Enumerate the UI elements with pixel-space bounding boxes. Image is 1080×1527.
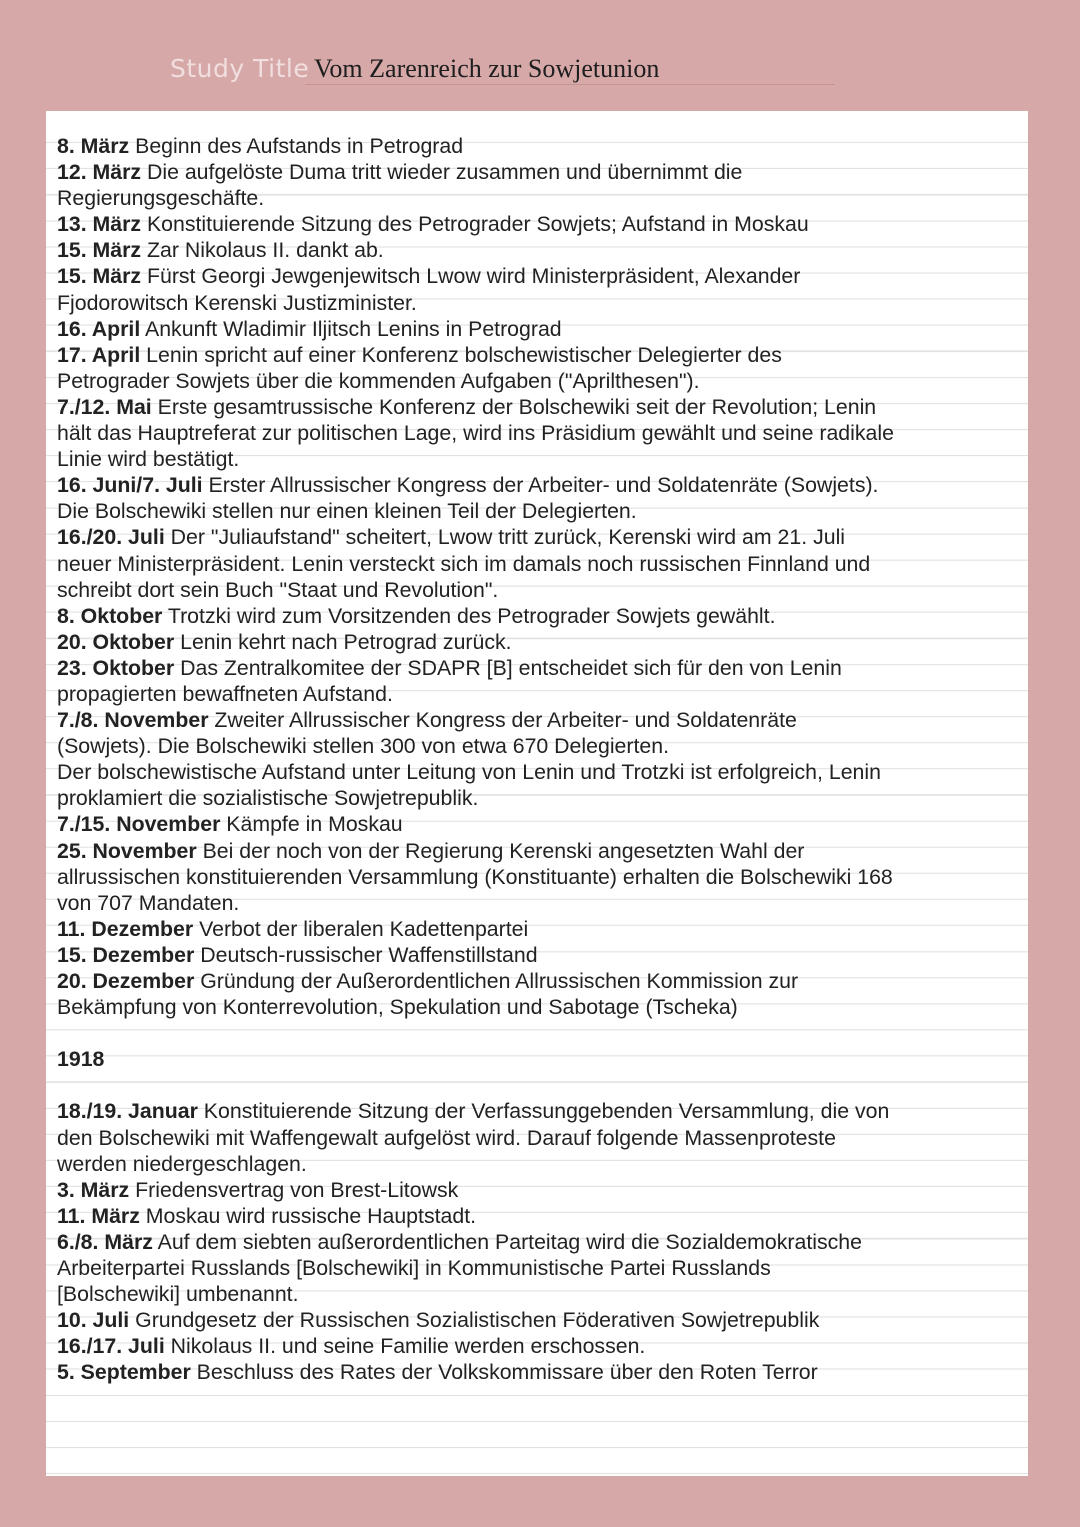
timeline-text: Arbeiterpartei Russlands [Bolschewiki] in Kommunistische Partei Russlands xyxy=(57,1256,771,1281)
timeline-line xyxy=(57,472,1017,498)
timeline-line xyxy=(57,342,1017,368)
study-title-value: Vom Zarenreich zur Sowjetunion xyxy=(314,54,660,83)
timeline-list xyxy=(57,133,1017,1386)
timeline-date: 16. Juni/7. Juli xyxy=(57,473,203,498)
timeline-date: 5. September xyxy=(57,1360,191,1385)
timeline-text: den Bolschewiki mit Waffengewalt aufgelöst wird. Darauf folgende Massenproteste xyxy=(57,1125,836,1150)
timeline-date: 7./8. November xyxy=(57,708,209,733)
timeline-line xyxy=(57,864,1017,890)
timeline-line xyxy=(57,577,1017,603)
timeline-line xyxy=(57,1203,1017,1229)
timeline-text: werden niedergeschlagen. xyxy=(57,1151,307,1176)
timeline-line xyxy=(57,211,1017,237)
timeline-text: Deutsch-russischer Waffenstillstand xyxy=(194,942,538,967)
timeline-line xyxy=(57,316,1017,342)
timeline-text: Beginn des Aufstands in Petrograd xyxy=(129,134,464,158)
timeline-line xyxy=(57,394,1017,420)
timeline-text: Nikolaus II. und seine Familie werden erschossen. xyxy=(164,1334,646,1359)
timeline-line xyxy=(57,994,1017,1020)
timeline-text: [Bolschewiki] umbenannt. xyxy=(57,1282,299,1307)
timeline-date: 11. März xyxy=(57,1203,140,1228)
timeline-text: hält das Hauptreferat zur politischen Lage, wird ins Präsidium gewählt und seine radikale xyxy=(57,421,894,446)
timeline-text: Konstituierende Sitzung der Verfassunggebenden Versammlung, die von xyxy=(197,1099,890,1124)
timeline-date: 16. April xyxy=(57,316,141,341)
lined-paper-sheet xyxy=(46,111,1028,1476)
timeline-line xyxy=(57,759,1017,785)
timeline-date: 8. Oktober xyxy=(57,603,163,628)
timeline-text: Das Zentralkomitee der SDAPR [B] entscheidet sich für den von Lenin xyxy=(174,655,842,680)
timeline-line xyxy=(57,1255,1017,1281)
timeline-text: (Sowjets). Die Bolschewiki stellen 300 von etwa 670 Delegierten. xyxy=(57,734,670,759)
timeline-text: Trotzki wird zum Vorsitzenden des Petrograder Sowjets gewählt. xyxy=(162,603,776,628)
timeline-line xyxy=(57,185,1017,211)
timeline-date: 10. Juli xyxy=(57,1308,130,1333)
timeline-line xyxy=(57,655,1017,681)
timeline-text: Zweiter Allrussischer Kongress der Arbeiter- und Soldatenräte xyxy=(208,708,797,733)
timeline-line xyxy=(57,838,1017,864)
timeline-date: 25. November xyxy=(57,838,197,863)
timeline-text: Friedensvertrag von Brest-Litowsk xyxy=(129,1177,459,1202)
blank-line xyxy=(57,1020,1017,1046)
timeline-text: Fjodorowitsch Kerenski Justizminister. xyxy=(57,290,417,315)
timeline-line xyxy=(57,890,1017,916)
timeline-text: Lenin spricht auf einer Konferenz bolschewistischer Delegierter des xyxy=(140,342,782,367)
timeline-line xyxy=(57,1333,1017,1359)
timeline-line xyxy=(57,498,1017,524)
timeline-line xyxy=(57,785,1017,811)
timeline-line xyxy=(57,1229,1017,1255)
timeline-date: 15. Dezember xyxy=(57,942,195,967)
timeline-line xyxy=(57,420,1017,446)
timeline-line xyxy=(57,1359,1017,1385)
timeline-text: Die Bolschewiki stellen nur einen kleinen Teil der Delegierten. xyxy=(57,499,637,524)
timeline-line xyxy=(57,942,1017,968)
timeline-line xyxy=(57,1125,1017,1151)
timeline-line xyxy=(57,290,1017,316)
timeline-text: Lenin kehrt nach Petrograd zurück. xyxy=(174,629,512,654)
timeline-line xyxy=(57,524,1017,550)
timeline-date: 8. März xyxy=(57,134,130,158)
timeline-line xyxy=(57,263,1017,289)
timeline-date: 7./12. Mai xyxy=(57,394,152,419)
timeline-date: 20. Dezember xyxy=(57,969,195,993)
timeline-text: Kämpfe in Moskau xyxy=(220,812,403,837)
timeline-text: Regierungsgeschäfte. xyxy=(57,186,265,211)
timeline-line xyxy=(57,1151,1017,1177)
timeline-line xyxy=(57,1307,1017,1333)
timeline-line xyxy=(57,1281,1017,1307)
timeline-text: Der "Juliaufstand" scheitert, Lwow tritt zurück, Kerenski wird am 21. Juli xyxy=(164,525,846,550)
timeline-date: 17. April xyxy=(57,342,141,367)
timeline-text: Verbot der liberalen Kadettenpartei xyxy=(193,916,529,941)
timeline-line xyxy=(57,446,1017,472)
timeline-line xyxy=(57,733,1017,759)
timeline-text: Erste gesamtrussische Konferenz der Bolschewiki seit der Revolution; Lenin xyxy=(151,394,877,419)
timeline-text: allrussischen konstituierenden Versammlung (Konstituante) erhalten die Bolschewiki 168 xyxy=(57,864,893,889)
timeline-date: 6./8. März xyxy=(57,1229,153,1254)
timeline-line xyxy=(57,551,1017,577)
timeline-text: Erster Allrussischer Kongress der Arbeiter- und Soldatenräte (Sowjets). xyxy=(202,473,879,498)
timeline-line xyxy=(57,133,1017,159)
timeline-text: Auf dem siebten außerordentlichen Parteitag wird die Sozialdemokratische xyxy=(152,1229,862,1254)
timeline-text: Ankunft Wladimir Iljitsch Lenins in Petrograd xyxy=(140,316,562,341)
timeline-text: proklamiert die sozialistische Sowjetrepublik. xyxy=(57,786,479,811)
timeline-date: 15. März xyxy=(57,238,142,263)
timeline-line xyxy=(57,159,1017,185)
timeline-text: neuer Ministerpräsident. Lenin versteckt sich im damals noch russischen Finnland und xyxy=(57,551,871,576)
timeline-text: Fürst Georgi Jewgenjewitsch Lwow wird Ministerpräsident, Alexander xyxy=(141,264,801,289)
timeline-date: 23. Oktober xyxy=(57,655,175,680)
timeline-text: Gründung der Außerordentlichen Allrussischen Kommission zur xyxy=(194,969,799,993)
timeline-text: Grundgesetz der Russischen Sozialistischen Föderativen Sowjetrepublik xyxy=(129,1308,820,1333)
study-title-label: Study Title xyxy=(170,54,310,83)
page-header xyxy=(0,0,1080,110)
blank-line xyxy=(57,1072,1017,1098)
timeline-line xyxy=(57,707,1017,733)
timeline-line xyxy=(57,603,1017,629)
timeline-line xyxy=(57,1098,1017,1124)
timeline-line xyxy=(57,1177,1017,1203)
timeline-line xyxy=(57,237,1017,263)
timeline-text: propagierten bewaffneten Aufstand. xyxy=(57,681,393,706)
timeline-line xyxy=(57,811,1017,837)
timeline-line xyxy=(57,368,1017,394)
timeline-text: schreibt dort sein Buch "Staat und Revolution". xyxy=(57,577,499,602)
timeline-text: von 707 Mandaten. xyxy=(57,890,240,915)
timeline-text: Bekämpfung von Konterrevolution, Spekulation und Sabotage (Tscheka) xyxy=(57,995,738,1020)
timeline-line xyxy=(57,681,1017,707)
timeline-text: Zar Nikolaus II. dankt ab. xyxy=(141,238,384,263)
timeline-date: 15. März xyxy=(57,264,142,289)
timeline-date: 12. März xyxy=(57,160,142,185)
timeline-text: Petrograder Sowjets über die kommenden Aufgaben ("Aprilthesen"). xyxy=(57,368,700,393)
timeline-text: Linie wird bestätigt. xyxy=(57,447,240,472)
timeline-line xyxy=(57,916,1017,942)
timeline-line xyxy=(57,629,1017,655)
timeline-date: 18./19. Januar xyxy=(57,1099,198,1124)
timeline-date: 16./17. Juli xyxy=(57,1334,165,1359)
timeline-date: 16./20. Juli xyxy=(57,525,165,550)
timeline-line xyxy=(57,968,1017,994)
timeline-date: 1918 xyxy=(57,1047,105,1072)
timeline-text: Konstituierende Sitzung des Petrograder Sowjets; Aufstand in Moskau xyxy=(141,212,809,237)
timeline-text: Der bolschewistische Aufstand unter Leitung von Lenin und Trotzki ist erfolgreich, Lenin xyxy=(57,760,881,785)
timeline-line xyxy=(57,1046,1017,1072)
timeline-date: 13. März xyxy=(57,212,142,237)
title-underline xyxy=(305,84,835,85)
timeline-date: 11. Dezember xyxy=(57,916,194,941)
timeline-text: Beschluss des Rates der Volkskommissare über den Roten Terror xyxy=(190,1360,818,1385)
timeline-text: Die aufgelöste Duma tritt wieder zusammen und übernimmt die xyxy=(141,160,743,185)
timeline-text: Moskau wird russische Hauptstadt. xyxy=(139,1203,477,1228)
timeline-date: 20. Oktober xyxy=(57,629,175,654)
timeline-text: Bei der noch von der Regierung Kerenski angesetzten Wahl der xyxy=(196,838,805,863)
timeline-date: 7./15. November xyxy=(57,812,221,837)
timeline-date: 3. März xyxy=(57,1177,130,1202)
